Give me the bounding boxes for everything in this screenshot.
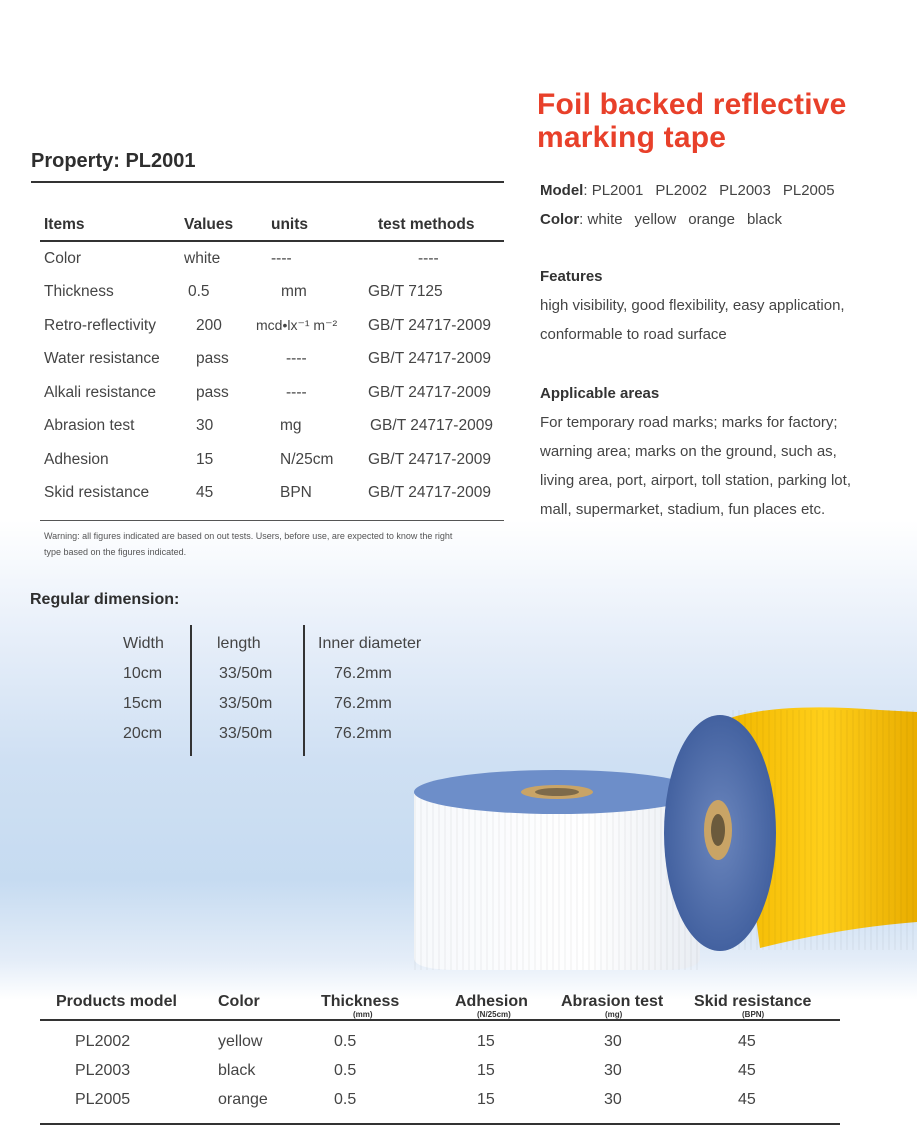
unit-cell: BPN: [280, 484, 312, 502]
color-line: Color: white yellow orange black: [540, 211, 782, 228]
unit-cell: N/25cm: [280, 450, 334, 468]
header-abrasion-test: Abrasion test (mg): [561, 993, 664, 1019]
white-tape-roll: [414, 770, 700, 970]
item-cell: Alkali resistance: [44, 383, 156, 401]
table-row: [40, 1027, 840, 1056]
method-cell: GB/T 24717-2009: [370, 417, 493, 435]
property-table: [40, 216, 504, 510]
unit-cell: ----: [271, 249, 292, 267]
areas-section: [540, 379, 851, 524]
value-cell: 30: [196, 417, 214, 435]
table-row: [40, 443, 504, 477]
color-label: Color: [540, 211, 580, 228]
value-cell: pass: [196, 350, 229, 368]
value-cell: 200: [196, 316, 222, 334]
model-cell: PL2003: [75, 1061, 131, 1079]
item-cell: Color: [44, 249, 82, 267]
tape-rolls-photo: [400, 690, 917, 990]
areas-text-line: mall, supermarket, stadium, fun places etc.: [540, 501, 826, 518]
value-cell: 15: [196, 450, 214, 468]
areas-heading: Applicable areas: [540, 385, 660, 402]
color-value: yellow: [634, 211, 677, 228]
skid-cell: 45: [738, 1032, 756, 1050]
abrasion-cell: 30: [604, 1090, 622, 1108]
value-cell: white: [184, 249, 221, 267]
table-row: [40, 343, 504, 377]
header-values: Values: [184, 216, 234, 233]
dimension-length-column: [217, 629, 272, 749]
diameter-header: Inner diameter: [318, 635, 422, 652]
header-units: units: [271, 216, 309, 233]
item-cell: Retro-reflectivity: [44, 316, 156, 334]
header-skid-resistance: Skid resistance (BPN): [694, 993, 812, 1019]
property-heading-rule: [31, 181, 504, 183]
header-test-methods: test methods: [378, 216, 475, 233]
thickness-cell: 0.5: [334, 1061, 357, 1079]
yellow-tape-roll: [664, 707, 917, 951]
unit-cell: mg: [280, 417, 302, 435]
header-products-model: Products model: [56, 993, 177, 1010]
table-row: [40, 477, 504, 511]
length-value: 33/50m: [219, 695, 273, 712]
unit-cell: ----: [286, 383, 307, 401]
method-cell: GB/T 7125: [368, 283, 443, 301]
method-cell: GB/T 24717-2009: [368, 484, 491, 502]
unit-cell: mcd•lx⁻¹ m⁻²: [256, 317, 338, 334]
features-text-line: high visibility, good flexibility, easy application,: [540, 297, 845, 314]
warning-line: type based on the figures indicated.: [44, 547, 187, 557]
method-cell: GB/T 24717-2009: [368, 383, 491, 401]
method-cell: ----: [418, 249, 439, 267]
model-value: PL2003: [719, 182, 771, 199]
model-value: PL2002: [655, 182, 708, 199]
method-cell: GB/T 24717-2009: [368, 350, 491, 368]
table-row: [40, 410, 504, 444]
length-value: 33/50m: [219, 665, 273, 682]
model-label: Model: [540, 182, 584, 199]
color-value: white: [587, 211, 623, 228]
diameter-value: 76.2mm: [334, 695, 392, 712]
color-cell: orange: [218, 1090, 268, 1108]
width-value: 15cm: [123, 695, 163, 712]
model-value: PL2001: [591, 182, 644, 199]
method-cell: GB/T 24717-2009: [368, 450, 491, 468]
header-items: Items: [44, 216, 85, 233]
table-row: [40, 242, 504, 276]
value-cell: pass: [196, 383, 229, 401]
features-text-line: conformable to road surface: [540, 326, 727, 343]
products-table-bottom-rule: [40, 1123, 840, 1125]
color-cell: yellow: [218, 1032, 263, 1050]
property-table-header: [40, 216, 504, 240]
areas-text-line: For temporary road marks; marks for factory;: [540, 414, 838, 431]
item-cell: Adhesion: [44, 450, 109, 468]
item-cell: Thickness: [44, 283, 114, 301]
model-value: PL2005: [782, 182, 835, 199]
features-heading: Features: [540, 268, 603, 285]
length-value: 33/50m: [219, 725, 273, 742]
areas-text-line: warning area; marks on the ground, such as,: [540, 443, 837, 460]
main-title-line2: marking tape: [537, 121, 727, 154]
header-color: Color: [218, 993, 260, 1010]
skid-cell: 45: [738, 1061, 756, 1079]
model-line: Model: PL2001 PL2002 PL2003 PL2005: [540, 182, 835, 199]
value-cell: 0.5: [188, 283, 210, 301]
unit-cell: ----: [286, 350, 307, 368]
property-heading: Property: PL2001: [31, 150, 196, 172]
value-cell: 45: [196, 484, 214, 502]
item-cell: Abrasion test: [44, 417, 135, 435]
main-title-line1: Foil backed reflective: [537, 88, 847, 121]
diameter-value: 76.2mm: [334, 665, 392, 682]
model-cell: PL2005: [75, 1090, 131, 1108]
dimension-width-column: [123, 629, 164, 749]
abrasion-cell: 30: [604, 1061, 622, 1079]
header-thickness: Thickness (mm): [321, 993, 400, 1019]
dimension-divider: [190, 625, 192, 756]
table-row: [40, 1085, 840, 1114]
item-cell: Skid resistance: [44, 484, 150, 502]
table-row: [40, 376, 504, 410]
abrasion-cell: 30: [604, 1032, 622, 1050]
width-header: Width: [123, 635, 164, 652]
dimension-divider: [303, 625, 305, 756]
skid-cell: 45: [738, 1090, 756, 1108]
width-value: 20cm: [123, 725, 163, 742]
adhesion-cell: 15: [477, 1061, 495, 1079]
dimension-heading: Regular dimension:: [30, 591, 180, 608]
diameter-value: 76.2mm: [334, 725, 392, 742]
width-value: 10cm: [123, 665, 163, 682]
table-row: [40, 1056, 840, 1085]
thickness-cell: 0.5: [334, 1090, 357, 1108]
model-cell: PL2002: [75, 1032, 131, 1050]
adhesion-cell: 15: [477, 1090, 495, 1108]
warning-note: [44, 528, 504, 560]
thickness-cell: 0.5: [334, 1032, 357, 1050]
length-header: length: [217, 635, 261, 652]
warning-line: Warning: all figures indicated are based on out tests. Users, before use, are expected to know the right: [44, 531, 453, 541]
products-table: [40, 993, 840, 1114]
color-value: orange: [688, 211, 735, 228]
products-table-header: [40, 993, 840, 1019]
item-cell: Water resistance: [44, 350, 160, 368]
property-table-bottom-rule: [40, 520, 504, 521]
features-section: [540, 262, 845, 349]
adhesion-cell: 15: [477, 1032, 495, 1050]
color-cell: black: [218, 1061, 256, 1079]
table-row: [40, 309, 504, 343]
main-title: [537, 88, 847, 154]
method-cell: GB/T 24717-2009: [368, 316, 491, 334]
areas-text-line: living area, port, airport, toll station, parking lot,: [540, 472, 851, 489]
header-adhesion: Adhesion (N/25cm): [455, 993, 528, 1019]
table-row: [40, 276, 504, 310]
unit-cell: mm: [281, 283, 307, 301]
products-table-rule: [40, 1019, 840, 1021]
color-value: black: [746, 211, 782, 228]
